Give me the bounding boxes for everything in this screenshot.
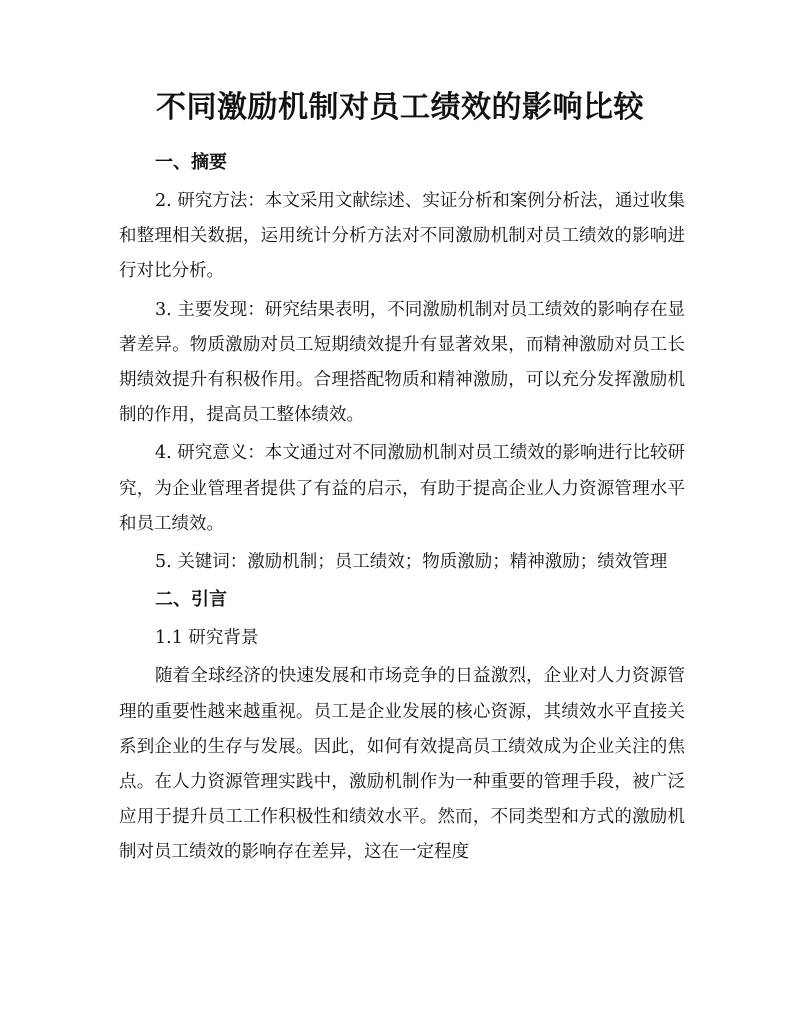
abstract-paragraph-findings: 3. 主要发现：研究结果表明，不同激励机制对员工绩效的影响存在显著差异。物质激励对员工短期绩效提升有显著效果，而精神激励对员工长期绩效提升有积极作用。合理搭配物质和精神激励，可以充分发挥激励机制的作用，提高员工整体绩效。	[119, 299, 685, 426]
background-paragraph: 随着全球经济的快速发展和市场竞争的日益激烈，企业对人力资源管理的重要性越来越重视。员工是企业发展的核心资源，其绩效水平直接关系到企业的生存与发展。因此，如何有效提高员工绩效成为企业关注的焦点。在人力资源管理实践中，激励机制作为一种重要的管理手段，被广泛应用于提升员工工作积极性和绩效水平。然而，不同类型和方式的激励机制对员工绩效的影响存在差异，这在一定程度	[119, 666, 685, 863]
section-heading-introduction: 二、引言	[155, 589, 227, 611]
abstract-paragraph-methods: 2. 研究方法：本文采用文献综述、实证分析和案例分析法，通过收集和整理相关数据，运用统计分析方法对不同激励机制对员工绩效的影响进行对比分析。	[119, 191, 685, 282]
document-body	[119, 146, 685, 874]
document-title: 不同激励机制对员工绩效的影响比较	[156, 90, 644, 125]
abstract-paragraph-significance: 4. 研究意义：本文通过对不同激励机制对员工绩效的影响进行比较研究，为企业管理者提供了有益的启示，有助于提高企业人力资源管理水平和员工绩效。	[119, 443, 685, 534]
section-heading-abstract: 一、摘要	[155, 152, 227, 173]
subsection-heading-background: 1.1 研究背景	[155, 628, 259, 649]
abstract-paragraph-keywords: 5. 关键词：激励机制；员工绩效；物质激励；精神激励；绩效管理	[155, 552, 668, 573]
